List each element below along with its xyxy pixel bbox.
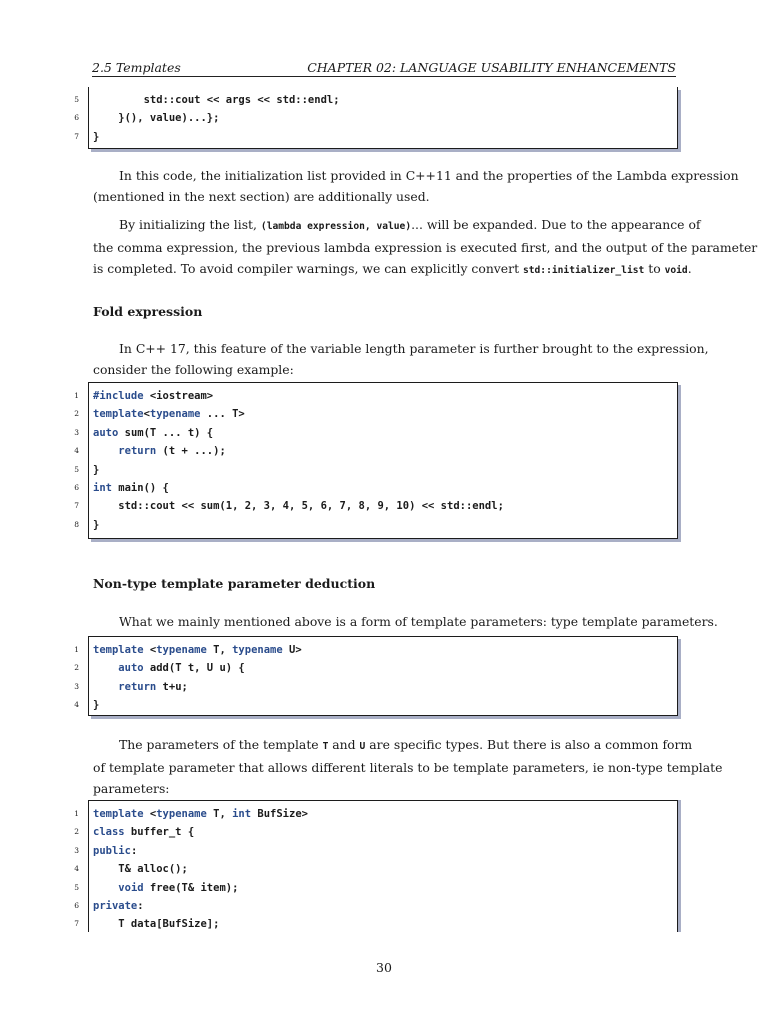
code-block-fold-sum (74, 382, 678, 539)
code-text (93, 442, 226, 460)
text-run: to (644, 261, 665, 276)
code-line (74, 879, 677, 897)
code-text (93, 479, 169, 497)
text-run: is completed. To avoid compiler warnings, we can explicitly convert (93, 261, 523, 276)
code-token: T& alloc(); (93, 863, 188, 876)
inline-code: U (359, 741, 366, 752)
code-text (93, 387, 213, 405)
header-section: 2.5 Templates (92, 60, 181, 75)
line-number: 1 (74, 645, 79, 654)
text-run: In this code, the initialization list provided in C++11 and the properties of the Lambda expression (119, 168, 739, 183)
code-token: ... T> (200, 408, 245, 421)
text-run: consider the following example: (93, 362, 294, 377)
line-number: 3 (74, 427, 79, 437)
code-text (93, 516, 99, 534)
code-token: }(), value)...}; (93, 112, 220, 125)
text-run: In C++ 17, this feature of the variable length parameter is further brought to the expression, (119, 341, 709, 356)
heading-non-type-template: Non-type template parameter deduction (93, 576, 376, 591)
text-run: . (687, 261, 692, 276)
code-token: < (143, 808, 157, 820)
code-text (93, 823, 194, 841)
code-token: } (93, 699, 100, 712)
code-token: t+u; (156, 680, 188, 693)
line-number: 1 (74, 809, 79, 818)
line-number: 5 (74, 464, 79, 474)
code-line (74, 128, 677, 146)
code-keyword: typename (232, 644, 283, 656)
code-token: free(T& item); (143, 881, 239, 894)
paragraph-line (93, 611, 718, 632)
paragraph-line (93, 237, 758, 258)
line-number: 6 (74, 113, 79, 123)
paragraph-fold-intro (93, 338, 709, 380)
code-text (93, 805, 308, 823)
code-keyword: template (93, 644, 144, 656)
paragraph-line (93, 165, 739, 186)
code-token: T, (206, 808, 233, 820)
code-token: main() { (111, 482, 169, 494)
inline-code: std::initializer_list (522, 265, 645, 276)
code-line (74, 497, 677, 515)
code-block-lambda-tail (74, 87, 678, 149)
code-keyword: return (118, 445, 157, 458)
code-token: sum(T ... t) { (118, 426, 214, 439)
inline-code: (lambda expression, value) (260, 221, 412, 232)
code-token: < (143, 644, 157, 656)
paragraph-line (93, 778, 675, 799)
line-number: 3 (74, 845, 79, 855)
code-line (74, 805, 677, 823)
code-token (93, 882, 118, 894)
code-line (74, 823, 677, 841)
code-text (93, 842, 137, 860)
code-text (93, 897, 144, 915)
text-run: parameters: (93, 781, 170, 796)
line-number: 7 (74, 919, 79, 929)
code-text (93, 424, 213, 442)
code-token: std::cout << args << std::endl; (93, 94, 340, 106)
line-number: 5 (74, 882, 79, 892)
code-line (74, 442, 677, 460)
code-line (74, 678, 677, 696)
text-run: of template parameter that allows different literals to be template parameters, ie non-type template (93, 760, 723, 775)
code-line (74, 641, 677, 659)
code-text (93, 678, 188, 696)
code-token (93, 681, 118, 693)
code-keyword: int (232, 808, 252, 820)
code-line (74, 860, 677, 878)
code-token: std::cout << sum(1, 2, 3, 4, 5, 6, 7, 8, 9, 10) << std::endl; (93, 500, 504, 513)
paragraph-non-type-params (93, 734, 723, 799)
code-line (74, 842, 677, 860)
code-text (93, 879, 238, 897)
code-line (74, 424, 677, 442)
code-token: : (130, 844, 138, 857)
code-token: } (93, 518, 100, 531)
code-line (74, 387, 677, 405)
line-number: 3 (74, 681, 79, 691)
code-text (93, 860, 188, 878)
line-number: 4 (74, 700, 79, 710)
inline-code: void (664, 265, 688, 276)
line-number: 6 (74, 483, 79, 492)
code-block-add (74, 636, 678, 716)
code-keyword: public (93, 844, 131, 857)
text-run: By initializing the list, (119, 217, 261, 232)
code-text (93, 659, 245, 677)
line-number: 2 (74, 409, 79, 419)
code-line (74, 91, 677, 109)
line-number: 7 (74, 131, 79, 141)
code-token: (t + ...); (156, 445, 226, 458)
header-chapter: CHAPTER 02: LANGUAGE USABILITY ENHANCEMENTS (307, 60, 676, 75)
line-number: 2 (74, 663, 79, 673)
line-number: 8 (74, 519, 79, 529)
line-number: 4 (74, 864, 79, 874)
code-token (93, 445, 118, 457)
code-token: buffer_t { (124, 826, 195, 839)
code-keyword: typename (149, 408, 201, 421)
code-token: < (143, 408, 150, 421)
line-number: 1 (74, 391, 79, 400)
code-token: U> (282, 644, 302, 656)
line-number: 2 (74, 827, 79, 837)
code-line (74, 405, 677, 423)
text-run: the comma expression, the previous lambda expression is executed first, and the output of the parameter (93, 240, 758, 255)
text-run: The parameters of the template (119, 737, 323, 752)
line-number: 6 (74, 901, 79, 910)
code-line (74, 516, 677, 534)
line-number: 7 (74, 501, 79, 511)
code-text (93, 405, 245, 423)
code-token: T data[BufSize]; (93, 918, 220, 931)
code-keyword: auto (93, 426, 119, 439)
code-line (74, 659, 677, 677)
code-text (93, 461, 99, 479)
code-line (74, 915, 677, 933)
code-keyword: auto (118, 662, 144, 675)
paragraph-initializer-list (93, 165, 739, 207)
code-keyword: return (118, 680, 157, 693)
paragraph-comma-expression (93, 214, 758, 281)
code-token: : (137, 900, 144, 912)
code-keyword: typename (156, 808, 207, 820)
code-token: <iostream> (143, 390, 214, 402)
code-line (74, 479, 677, 497)
paragraph-line (93, 757, 723, 778)
code-keyword: class (93, 826, 125, 839)
code-text (93, 128, 99, 146)
code-text (93, 915, 219, 933)
code-keyword: #include (93, 390, 144, 402)
code-keyword: private (93, 900, 138, 912)
paragraph-line (93, 214, 701, 237)
code-keyword: void (118, 881, 144, 894)
text-run: (mentioned in the next section) are additionally used. (93, 189, 430, 204)
code-text (93, 109, 219, 127)
code-token (93, 662, 118, 674)
paragraph-line (93, 258, 692, 281)
text-run: and (328, 737, 360, 752)
text-run: are specific types. But there is also a common form (365, 737, 693, 752)
code-token: } (93, 130, 100, 143)
paragraph-line (93, 359, 675, 380)
code-line (74, 696, 677, 714)
code-token: T, (206, 644, 233, 656)
code-token: } (93, 463, 100, 476)
text-run: ... will be expanded. Due to the appearance of (411, 217, 701, 232)
paragraph-line (93, 734, 693, 757)
code-text (93, 641, 302, 659)
code-text (93, 91, 340, 109)
inline-code: T (322, 741, 329, 752)
code-line (74, 897, 677, 915)
code-keyword: int (93, 482, 112, 494)
line-number: 5 (74, 95, 79, 104)
paragraph-line (93, 338, 709, 359)
line-number: 4 (74, 446, 79, 456)
text-run: What we mainly mentioned above is a form of template parameters: type template parameters. (119, 614, 718, 629)
paragraph-type-template-params (93, 611, 718, 632)
code-token: BufSize> (251, 808, 308, 820)
code-text (93, 696, 99, 714)
code-line (74, 461, 677, 479)
code-keyword: template (93, 808, 144, 820)
code-keyword: typename (156, 644, 207, 656)
code-block-buffer (74, 800, 678, 932)
heading-fold-expression: Fold expression (93, 304, 203, 319)
code-token: add(T t, U u) { (143, 662, 245, 675)
code-keyword: template (93, 408, 144, 421)
running-header (92, 60, 676, 77)
paragraph-line (93, 186, 675, 207)
page-number: 30 (376, 960, 392, 975)
code-line (74, 109, 677, 127)
code-text (93, 497, 504, 515)
